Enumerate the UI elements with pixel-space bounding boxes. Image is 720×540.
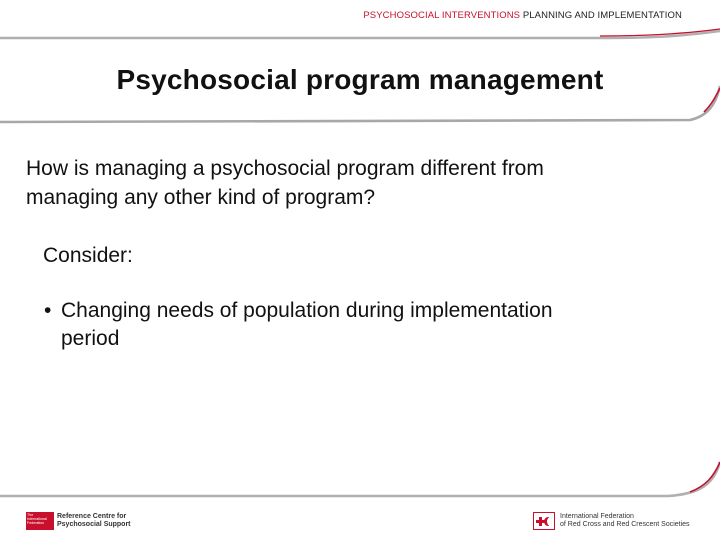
ifrc-name <box>560 513 710 529</box>
reference-centre-name <box>57 513 149 529</box>
badge-line: The <box>27 513 34 517</box>
top-swoosh-accent <box>600 29 720 36</box>
red-crescent-icon <box>544 517 552 526</box>
red-cross-red-crescent-icon <box>533 512 555 530</box>
ifrc-logo <box>533 511 710 531</box>
question-line: managing any other kind of program? <box>26 186 376 209</box>
header-topic-accent: PSYCHOSOCIAL INTERVENTIONS <box>363 10 521 21</box>
ifrc-name-line: of Red Cross and Red Crescent Societies <box>560 521 690 528</box>
reference-centre-badge-icon <box>26 512 54 530</box>
bullet-line: period <box>61 327 120 350</box>
footer-swoosh-line <box>0 462 720 496</box>
reference-centre-logo <box>26 511 149 531</box>
slide-title: Psychosocial program management <box>116 64 604 95</box>
bullet-item <box>44 297 664 353</box>
reference-centre-name-line: Psychosocial Support <box>57 521 131 528</box>
question-text <box>26 154 666 212</box>
bullet-line: Changing needs of population during implementation <box>61 299 553 322</box>
ifrc-name-line: International Federation <box>560 513 634 520</box>
header-topic <box>0 10 720 21</box>
footer-swoosh-accent <box>690 462 720 492</box>
red-cross-icon <box>536 517 544 526</box>
top-swoosh-line <box>0 31 720 38</box>
reference-centre-name-line: Reference Centre for <box>57 513 127 520</box>
consider-label: Consider: <box>43 244 133 267</box>
bullet-marker: • <box>44 299 52 322</box>
header-topic-rest: PLANNING AND IMPLEMENTATION <box>520 10 682 21</box>
question-line: How is managing a psychosocial program different from <box>26 157 544 180</box>
badge-line: Federation <box>27 521 45 526</box>
bullet-list <box>44 297 664 353</box>
badge-line: International <box>27 517 47 522</box>
